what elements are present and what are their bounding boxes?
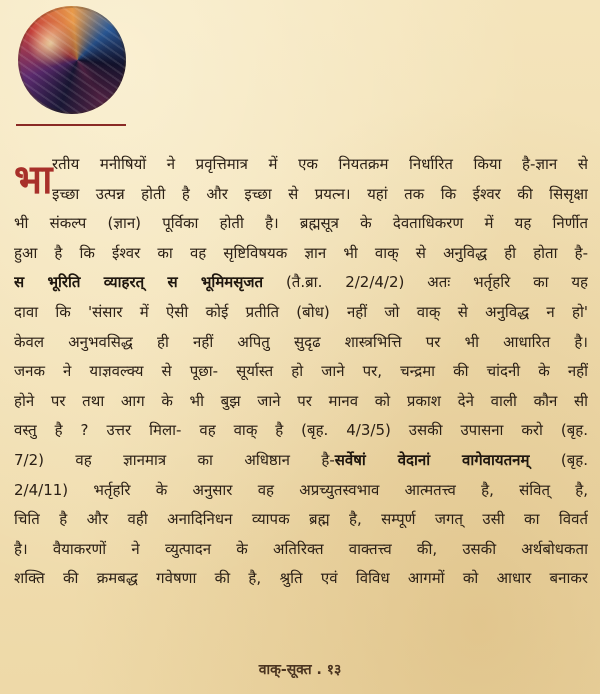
text-fragment: (तै.ब्रा. 2/2/4/2) अतः भर्तृहरि का यह [263,273,588,292]
text-line: जनक ने याज्ञवल्क्य से पूछा- सूर्यास्त हो जाने पर, चन्द्रमा की चांदनी के नहीं [14,362,588,381]
text-line: वस्तु है ? उत्तर मिला- वह वाक् है (बृह. 4/3/5) उसकी उपासना करो (बृह. [14,421,588,440]
text-fragment: (बृह. [529,450,588,469]
text-line: रतीय मनीषियों ने प्रवृत्तिमात्र में एक नियतक्रम निर्धारित किया है-ज्ञान से [52,155,588,173]
page-footer: वाक्-सूक्त . १३ [258,662,342,678]
text-line: दावा कि 'संसार में ऐसी कोई प्रतीति (बोध) नहीं जो वाक् से अनुविद्ध न हो' [14,302,588,321]
text-line: भी संकल्प (ज्ञान) पूर्विका होती है। ब्रह्मसूत्र के देवताधिकरण में यह निर्णीत [14,214,588,233]
text-line: 2/4/11) भर्तृहरि के अनुसार वह अप्रच्युतस्वभाव आत्मतत्त्व है, संवित् है, [14,480,588,499]
text-line: शक्ति की क्रमबद्ध गवेषणा की है, श्रुति एवं विविध आगमों को आधार बनाकर [14,569,588,588]
text-line: इच्छा उत्पन्न होती है और इच्छा से प्रयत्न। यहां तक कि ईश्वर की सिसृक्षा [52,184,588,203]
text-line [14,268,588,298]
quote-bold: सर्वेषां वेदानां वागेवायतनम् [334,450,530,469]
text-fragment: 7/2) वह ज्ञानमात्र का अधिष्ठान है- [14,450,335,469]
text-line [14,446,588,476]
text-line: केवल अनुभवसिद्ध ही नहीं अपितु सुदृढ शास्त्रभित्ति पर भी आधारित है। [14,332,588,351]
text-line: है। वैयाकरणों ने व्युत्पादन के अतिरिक्त वाक्तत्त्व की, उसकी अर्थबोधकता [14,539,588,558]
text-line: हुआ है कि ईश्वर का वह सृष्टिविषयक ज्ञान भी वाक् से अनुविद्ध ही होता है- [14,243,588,262]
body-paragraph [14,150,588,594]
text-line: चिति है और वही अनादिनिधन व्यापक ब्रह्म है, सम्पूर्ण जगत् उसी का विवर्त [14,510,588,529]
text-line: होने पर तथा आग के भी बुझ जाने पर मानव को प्रकाश देने वाली कौन सी [14,391,588,410]
quote-bold: स भूरिति व्याहरत् स भूमिमसृजत [14,273,264,292]
abstract-swirl-image-icon [18,6,126,114]
drop-cap: भा [14,157,53,203]
header-rule [16,124,126,126]
